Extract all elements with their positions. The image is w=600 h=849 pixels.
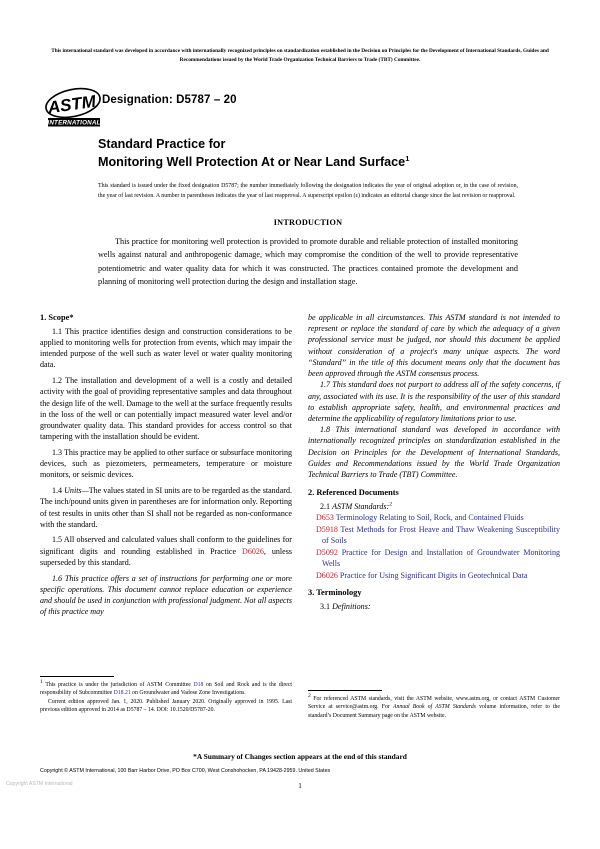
section-heading-terminology: 3. Terminology <box>308 588 362 598</box>
subheading-text: ASTM Standards: <box>332 501 390 511</box>
left-column <box>40 312 292 618</box>
paragraph-text: The values stated in SI units are to be regarded as the standard. The inch/pound units given in parentheses are for information only. Reporting of test results in units other than SI shall not be regarded as non-conformance with the standard. <box>40 486 292 529</box>
designation-label: Designation: D5787 – 20 <box>102 94 237 106</box>
reference-code: D5092 <box>316 547 338 557</box>
footnote-1-edition: Current edition approved Jan. 1, 2020. Published January 2020. Originally approved in 1995. Last previous edition approved in 2014 as D5787 – 14. DOI: 10.1520/D5787-20. <box>40 698 292 713</box>
footnote-part-2: on Soil and Rock and is the direct responsibility of Subcommittee <box>40 681 292 696</box>
footnote-part-1: For referenced ASTM standards, visit the ASTM website, www.astm.org, or contact ASTM Customer Service at service@astm.org. For <box>308 695 561 710</box>
reference-title: Practice for Design and Installation of Groundwater Monitoring Wells <box>322 547 560 568</box>
paragraph-1-3 <box>40 447 292 481</box>
paragraph-1-6 <box>40 573 292 618</box>
paragraph-text: be applicable in all circumstances. This ASTM standard is not intended to represent or replace the standard of care by which the adequacy of a given professional service must be judged, nor should this document be applied without consideration of a project's many unique aspects. The word “Standard” in the title of this document means only that the document has been approved through the ASTM consensus process. <box>308 313 560 379</box>
paragraph-number: 1.2 <box>52 376 63 386</box>
footnote-italic-title: Annual Book of ASTM Standards <box>392 704 476 710</box>
paragraph-1-1 <box>40 326 292 371</box>
paragraph-number: 1.4 <box>52 486 63 496</box>
subheading-number: 3.1 <box>320 602 331 612</box>
copyright-line: Copyright © ASTM International, 100 Barr Harbor Drive, PO Box C700, West Conshohocken, PA 19428-2959. United States <box>40 768 331 774</box>
reference-title: Practice for Using Significant Digits in Geotechnical Data <box>339 570 528 580</box>
astm-logo-icon <box>44 86 104 130</box>
paragraph-number: 1.1 <box>52 326 63 336</box>
title-text: Monitoring Well Protection At or Near Land Surface <box>98 154 406 169</box>
reference-code: D6026 <box>316 570 338 580</box>
reference-code: D5918 <box>316 524 338 534</box>
reference-title: Terminology Relating to Soil, Rock, and Contained Fluids <box>335 512 524 522</box>
svg-text:INTERNATIONAL: INTERNATIONAL <box>47 119 101 127</box>
subheading-text: Definitions: <box>332 602 371 612</box>
footnote-part-1: This practice is under the jurisdiction of ASTM Committee <box>45 681 194 688</box>
title-footnote-marker: 1 <box>405 153 410 163</box>
footnote-2 <box>308 692 561 721</box>
page-number: 1 <box>298 782 302 790</box>
paragraph-1-5 <box>40 534 292 568</box>
logo-designation-row <box>44 86 544 134</box>
paragraph-lead-italic: Units— <box>64 486 89 496</box>
subheading-astm-standards <box>308 501 560 512</box>
footnote-block-left <box>40 676 292 715</box>
committee-link-d18[interactable]: D18 <box>193 681 204 688</box>
paragraph-text: This standard does not purport to address all of the safety concerns, if any, associated with its use. It is the responsibility of the user of this standard to establish appropriate safety, health, and environmental practices and determine the applicability of regulatory limitations prior to use. <box>308 380 560 423</box>
footnote-rule <box>40 676 114 677</box>
subcommittee-link-d1821[interactable]: D18.21 <box>113 690 131 696</box>
subheading-definitions <box>308 601 560 612</box>
wto-header-note: This international standard was developed in accordance with internationally recognized principles on standardization established in the Decision on Principles for the Development of International Standards, Guides and Recommendations issued by the World Trade Organization Technical Barriers to Trade (TBT) Committee. <box>51 48 549 63</box>
reference-entry-d653[interactable] <box>308 512 560 523</box>
svg-text:ASTM: ASTM <box>46 91 97 118</box>
paragraph-text: This international standard was developed in accordance with internationally recognized principles on standardization established in the Decision on Principles for the Development of International Standards, Guides and Recommendations issued by the World Trade Organization Technical Barriers to Trade (TBT) Committee. <box>308 425 560 480</box>
subheading-number: 2.1 <box>320 501 331 511</box>
standard-link-d6026[interactable]: D6026 <box>242 546 264 556</box>
footnote-part-2: volume information, refer to the standard’s Document Summary page on the ASTM website. <box>308 704 560 719</box>
footnote-1 <box>40 678 292 698</box>
paragraph-number: 1.5 <box>52 535 63 545</box>
footnote-marker-2: 2 <box>389 500 393 507</box>
title-line-2 <box>98 154 518 172</box>
right-column <box>308 312 560 612</box>
reference-entry-d6026[interactable] <box>308 570 560 581</box>
summary-of-changes-note: *A Summary of Changes section appears at the end of this standard <box>193 752 407 761</box>
paragraph-text: The installation and development of a well is a costly and detailed activity with the goal of providing representative samples and data throughout the design life of the well. Damage to the well at the surface frequently results in the loss of the well or can potentially impact measured water level and/or groundwater quality data. This standard provides for access control so that tampering with the installation should be evident. <box>40 376 292 442</box>
issue-note: This standard is issued under the fixed designation D5787; the number immediately following the designation indicates the year of original adoption or, in the case of revision, the year of last revision. A number in parentheses indicates the year of last reapproval. A superscript epsilon (ε) indicates an editorial change since the last revision or reapproval. <box>98 183 518 199</box>
footnote-marker-1: 1 <box>40 678 43 685</box>
paragraph-number: 1.7 <box>320 380 331 390</box>
footnote-rule <box>308 690 382 691</box>
reference-entry-d5092[interactable] <box>308 547 560 570</box>
paragraph-1-6-continuation <box>308 312 560 379</box>
paragraph-text-before-link: All observed and calculated values shall conform to the guidelines for significant digits and rounding established in Practice <box>40 535 292 556</box>
title-line-1: Standard Practice for <box>98 137 226 151</box>
paragraph-1-2 <box>40 375 292 442</box>
title-block <box>98 136 518 172</box>
footnote-part-3: on Groundwater and Vadose Zone Investigations. <box>130 690 246 696</box>
paragraph-1-8 <box>308 424 560 480</box>
paragraph-text: This practice may be applied to other surface or subsurface monitoring devices, such as piezometers, permeameters, temperature or moisture monitors, or seismic devices. <box>40 447 292 480</box>
section-heading-referenced-documents: 2. Referenced Documents <box>308 487 399 497</box>
paragraph-number: 1.8 <box>320 425 331 435</box>
footnote-marker-2: 2 <box>308 692 311 699</box>
introduction-body: This practice for monitoring well protection is provided to promote durable and reliable protection of installed monitoring wells against natural and anthropogenic damage, which may compromise the condition of the well to provide representative potentiometric and water quality data for which it was constructed. The practices contained promote the development and planning of monitoring well protection during the design and installation stage. <box>98 237 518 286</box>
paragraph-1-7 <box>308 379 560 424</box>
introduction-heading: INTRODUCTION <box>273 218 343 227</box>
reference-code: D653 <box>316 512 334 522</box>
paragraph-text: This practice offers a set of instructions for performing one or more specific operations. This document cannot replace education or experience and should be used in conjunction with professional judgment. Not all aspects of this practice may <box>40 573 292 617</box>
footnote-block-right <box>308 690 560 720</box>
paragraph-1-4 <box>40 485 292 530</box>
section-heading-scope: 1. Scope* <box>40 313 74 322</box>
copyright-watermark: Copyright ASTM International <box>6 781 73 787</box>
paragraph-text: This practice identifies design and construction considerations to be applied to monitoring wells for protection from events, which may impair the intended purpose of the well such as water level or water quality monitoring data. <box>40 326 293 370</box>
paragraph-number: 1.3 <box>52 447 63 457</box>
reference-title: Test Methods for Frost Heave and Thaw Weakening Susceptibility of Soils <box>322 524 560 545</box>
paragraph-number: 1.6 <box>52 573 63 583</box>
reference-entry-d5918[interactable] <box>308 524 560 547</box>
paragraph-text-after-link: , unless superseded by this standard. <box>40 546 292 567</box>
